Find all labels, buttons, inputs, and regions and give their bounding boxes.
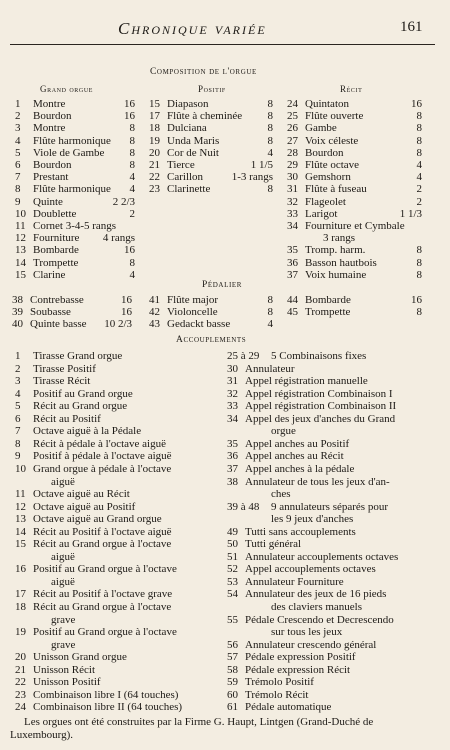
coupler-text: Positif au Grand orgue à l'octave	[33, 563, 177, 576]
stop-footage: 4	[416, 171, 422, 184]
coupler-text: Récit au Positif	[33, 412, 101, 425]
stop-footage: 8	[267, 294, 273, 306]
stop-number: 9	[15, 195, 21, 208]
stop-number: 30	[287, 171, 298, 184]
page-number: 161	[400, 19, 423, 35]
stop-name: Flûte à cheminée	[167, 110, 243, 123]
stop-number: 7	[15, 171, 21, 184]
coupler-number: 37	[227, 462, 238, 475]
coupler-text: aiguë	[51, 550, 75, 563]
stop-name: Fourniture et Cymbale	[305, 220, 405, 232]
stop-name: Bombarde	[33, 244, 79, 257]
stop-footage: 16	[121, 306, 132, 319]
stop-number: 45	[287, 306, 298, 319]
stop-number: 32	[287, 195, 298, 208]
coupler-number: 6	[15, 412, 21, 425]
stop-number: 36	[287, 256, 298, 269]
stop-name: Clarinette	[167, 183, 211, 196]
stop-footage: 8	[267, 122, 273, 135]
coupler-text: Récit au Grand orgue à l'octave	[33, 538, 172, 551]
stop-footage: 8	[129, 146, 135, 159]
stop-name: Trompette	[33, 256, 79, 269]
coupler-text: orgue	[271, 425, 296, 438]
stop-footage: 8	[267, 98, 273, 110]
coupler-number: 30	[227, 362, 238, 375]
stop-name: Flûte à fuseau	[305, 183, 367, 196]
stop-number: 27	[287, 134, 298, 147]
coupler-number: 7	[15, 425, 21, 438]
stop-name: Flûte ouverte	[305, 110, 364, 123]
composition-title: Composition de l'orgue	[150, 67, 257, 77]
coupler-text: Tutti sans accouplements	[245, 525, 356, 538]
stop-number: 8	[15, 183, 21, 196]
coupler-text: Unisson Récit	[33, 663, 96, 676]
stop-name: Bourdon	[33, 159, 72, 171]
stop-number: 10	[15, 207, 26, 220]
stop-number: 39	[12, 306, 23, 319]
coupler-number: 14	[15, 525, 26, 538]
stop-number: 4	[15, 134, 21, 147]
coupler-text: grave	[51, 613, 76, 626]
stop-footage: 4	[129, 268, 135, 281]
coupler-number: 12	[15, 500, 26, 513]
coupler-number: 56	[227, 638, 238, 651]
stop-number: 26	[287, 122, 298, 135]
coupler-text: Récit au Grand orgue à l'octave	[33, 601, 172, 613]
stop-name: Montre	[33, 122, 66, 135]
coupler-number: 19	[15, 626, 26, 639]
coupler-number: 55	[227, 613, 238, 626]
stop-footage: 4	[129, 171, 135, 184]
coupler-number: 60	[227, 688, 238, 701]
header-rule	[10, 44, 435, 45]
stop-number: 33	[287, 207, 298, 220]
coupler-number: 54	[227, 588, 238, 601]
positif-heading: Positif	[198, 84, 226, 94]
coupler-number: 20	[15, 651, 26, 664]
coupler-number: 33	[227, 400, 238, 413]
coupler-text: Appel anches au Récit	[245, 450, 344, 463]
coupler-text: des claviers manuels	[271, 601, 363, 613]
coupler-text: Appel des jeux d'anches du Grand	[245, 412, 396, 425]
stop-name: Gemshorn	[305, 171, 351, 184]
stop-name: Basson hautbois	[305, 256, 377, 269]
stop-footage: 8	[129, 122, 135, 135]
coupler-number: 2	[15, 362, 21, 375]
stop-name: Gambe	[305, 122, 337, 135]
stop-number: 2	[15, 110, 21, 123]
stop-footage: 4	[129, 183, 135, 196]
stop-name: Trompette	[305, 306, 351, 319]
coupler-text: Tirasse Positif	[33, 362, 96, 375]
stop-name: Soubasse	[30, 306, 71, 319]
stop-name: Flûte octave	[305, 159, 360, 171]
stop-number: 43	[149, 318, 160, 331]
stop-name: Quinte basse	[30, 318, 87, 331]
coupler-number: 9	[15, 450, 21, 463]
stop-name: Fourniture	[33, 232, 80, 245]
coupler-text: Trémolo Récit	[245, 688, 309, 701]
coupler-number: 39 à 48	[227, 500, 260, 513]
coupler-text: Appel anches à la pédale	[245, 462, 355, 475]
coupler-number: 59	[227, 676, 238, 689]
stop-number: 18	[149, 122, 160, 135]
stop-footage: 8	[267, 183, 273, 196]
stop-number: 34	[287, 220, 298, 232]
coupler-number: 25 à 29	[227, 350, 260, 362]
stop-name: Montre	[33, 98, 66, 110]
coupler-number: 32	[227, 387, 238, 400]
stop-name: Carillon	[167, 171, 204, 184]
coupler-text: Annulateur Fourniture	[245, 575, 344, 588]
coupler-number: 57	[227, 651, 238, 664]
coupler-number: 15	[15, 538, 26, 551]
stop-name: Tromp. harm.	[305, 244, 366, 257]
coupler-text: Pédale expression Récit	[245, 663, 351, 676]
stop-number: 19	[149, 134, 160, 147]
coupler-text: Positif au Grand orgue à l'octave	[33, 626, 177, 639]
stop-footage: 8	[129, 134, 135, 147]
stop-footage: 4 rangs	[102, 232, 135, 245]
stop-number: 15	[15, 268, 26, 281]
coupler-text: Combinaison libre I (64 touches)	[33, 688, 179, 701]
stop-footage: 8	[416, 306, 422, 319]
stop-footage: 8	[416, 122, 422, 135]
stop-name: Bombarde	[305, 294, 351, 306]
pedalier-heading: Pédalier	[202, 280, 243, 290]
coupler-text: aiguë	[51, 575, 75, 588]
stop-footage: 8	[129, 256, 135, 269]
stop-footage: 8	[416, 256, 422, 269]
stop-number: 44	[287, 294, 298, 306]
stop-number: 29	[287, 159, 298, 171]
stop-footage: 8	[416, 268, 422, 281]
stop-name: Viole de Gambe	[33, 146, 105, 159]
coupler-text: Récit à pédale à l'octave aiguë	[33, 437, 166, 450]
coupler-number: 34	[227, 412, 238, 425]
coupler-number: 35	[227, 437, 238, 450]
stop-footage: 8	[416, 134, 422, 147]
coupler-text: Récit au Grand orgue	[33, 400, 128, 413]
stop-footage: 4	[267, 146, 273, 159]
stop-footage: 16	[411, 294, 422, 306]
coupler-text: Appel régistration Combinaison II	[245, 400, 397, 413]
stop-number: 21	[149, 159, 160, 171]
stop-number: 41	[149, 294, 160, 306]
accouplements-heading: Accouplements	[176, 335, 247, 345]
stop-name: Larigot	[305, 207, 338, 220]
stop-footage: 2	[129, 207, 135, 220]
coupler-number: 1	[15, 350, 21, 362]
stop-footage: 4	[416, 159, 422, 171]
coupler-number: 21	[15, 663, 26, 676]
coupler-number: 22	[15, 676, 26, 689]
coupler-text: Appel accouplements octaves	[245, 563, 376, 576]
stop-name: Bourdon	[305, 146, 344, 159]
stop-footage: 16	[411, 98, 422, 110]
coupler-number: 3	[15, 375, 21, 388]
stop-footage: 2	[416, 183, 422, 196]
coupler-text: 5 Combinaisons fixes	[271, 350, 367, 362]
coupler-number: 51	[227, 550, 238, 563]
coupler-number: 58	[227, 663, 238, 676]
coupler-text: 9 annulateurs séparés pour	[271, 500, 388, 513]
stop-number: 14	[15, 256, 26, 269]
stop-name: Doublette	[33, 207, 77, 220]
stop-footage: 16	[124, 98, 135, 110]
coupler-text: Annulateur de tous les jeux d'an-	[245, 475, 390, 488]
coupler-text: Récit au Positif à l'octave grave	[33, 588, 173, 601]
coupler-number: 16	[15, 563, 26, 576]
stop-number: 28	[287, 146, 298, 159]
coupler-number: 53	[227, 575, 238, 588]
coupler-number: 8	[15, 437, 21, 450]
stop-number: 37	[287, 268, 298, 281]
stop-footage: 1 1/5	[250, 159, 273, 171]
stop-name: Flûte major	[167, 294, 219, 306]
coupler-number: 13	[15, 513, 26, 526]
stop-number: 1	[15, 98, 21, 110]
grand-orgue-heading: Grand orgue	[40, 84, 94, 94]
coupler-number: 5	[15, 400, 21, 413]
stop-name: Voix céleste	[305, 134, 359, 147]
footer-note: Les orgues ont été construites par la Firme G. Haupt, Lintgen (Grand-Duché de Luxembourg).	[10, 716, 374, 741]
page-header	[0, 0, 450, 48]
stop-footage: 8	[129, 159, 135, 171]
coupler-number: 18	[15, 601, 26, 613]
coupler-text: Annulateur accouplements octaves	[245, 550, 399, 563]
stop-number: 13	[15, 244, 26, 257]
coupler-text: Octave aiguë au Positif	[33, 500, 136, 513]
stop-footage: 2	[416, 195, 422, 208]
coupler-number: 17	[15, 588, 26, 601]
stop-number: 15	[149, 98, 160, 110]
coupler-number: 50	[227, 538, 238, 551]
stop-number: 17	[149, 110, 160, 123]
coupler-text: Unisson Positif	[33, 676, 101, 689]
stop-name: Voix humaine	[305, 268, 367, 281]
stop-footage: 8	[267, 110, 273, 123]
stop-number: 38	[12, 294, 23, 306]
stop-number: 40	[12, 318, 23, 331]
coupler-text: Combinaison libre II (64 touches)	[33, 701, 183, 714]
stop-name: Prestant	[33, 171, 69, 184]
coupler-number: 4	[15, 387, 21, 400]
coupler-number: 10	[15, 462, 26, 475]
stop-number: 35	[287, 244, 298, 257]
stop-name: Unda Maris	[167, 134, 220, 147]
stop-footage: 1-3 rangs	[231, 171, 273, 184]
stop-number: 31	[287, 183, 298, 196]
coupler-number: 38	[227, 475, 238, 488]
stop-number: 11	[15, 220, 26, 232]
coupler-number: 11	[15, 488, 26, 501]
coupler-text: Octave aiguë au Grand orgue	[33, 513, 162, 526]
stop-number: 23	[149, 183, 160, 196]
stop-name: Tierce	[167, 159, 195, 171]
coupler-text: Pédale automatique	[245, 701, 332, 714]
stop-number: 6	[15, 159, 21, 171]
stop-footage: 1 1/3	[399, 207, 422, 220]
stop-name: Violoncelle	[167, 306, 218, 319]
stop-number: 42	[149, 306, 160, 319]
stop-footage: 8	[267, 306, 273, 319]
stop-name: Flûte harmonique	[33, 183, 111, 196]
coupler-text: les 9 jeux d'anches	[271, 513, 354, 526]
stop-name: Gedackt basse	[167, 318, 231, 331]
stop-footage: 8	[416, 146, 422, 159]
coupler-number: 49	[227, 525, 238, 538]
coupler-text: ches	[271, 488, 291, 501]
stop-number: 5	[15, 146, 21, 159]
running-title: Chronique variée	[118, 19, 267, 38]
stop-number: 25	[287, 110, 298, 123]
stop-name: Dulciana	[167, 122, 207, 135]
coupler-text: Tutti général	[245, 538, 302, 551]
coupler-text: Annulateur	[245, 362, 295, 375]
coupler-text: Pédale expression Positif	[245, 651, 356, 664]
stop-name: Cor de Nuit	[167, 146, 219, 159]
stop-name: Cornet 3-4-5 rangs	[33, 220, 117, 232]
stop-footage: 8	[416, 244, 422, 257]
coupler-number: 31	[227, 375, 238, 388]
stop-name: 3 rangs	[323, 232, 356, 245]
coupler-text: Unisson Grand orgue	[33, 651, 127, 664]
coupler-number: 61	[227, 701, 238, 714]
stop-name: Contrebasse	[30, 294, 84, 306]
coupler-text: Pédale Crescendo et Decrescendo	[245, 613, 394, 626]
coupler-text: Récit au Positif à l'octave aiguë	[33, 525, 172, 538]
recit-heading: Récit	[340, 84, 363, 94]
coupler-text: Appel régistration manuelle	[245, 375, 368, 388]
stop-footage: 8	[267, 134, 273, 147]
coupler-text: aiguë	[51, 475, 75, 488]
coupler-number: 23	[15, 688, 26, 701]
coupler-number: 24	[15, 701, 26, 714]
coupler-text: Positif à pédale à l'octave aiguë	[33, 450, 172, 463]
stop-name: Clarine	[33, 268, 66, 281]
stop-name: Quintaton	[305, 98, 349, 110]
coupler-text: Annulateur crescendo général	[245, 638, 377, 651]
coupler-text: Tirasse Récit	[33, 375, 91, 388]
stop-name: Diapason	[167, 98, 209, 110]
stop-number: 3	[15, 122, 21, 135]
stop-footage: 2 2/3	[112, 195, 135, 208]
coupler-text: Positif au Grand orgue	[33, 387, 133, 400]
coupler-text: Octave aiguë au Récit	[33, 488, 130, 501]
coupler-text: Grand orgue à pédale à l'octave	[33, 462, 172, 475]
coupler-text: Appel anches au Positif	[245, 437, 350, 450]
coupler-number: 36	[227, 450, 238, 463]
stop-footage: 4	[267, 318, 273, 331]
stop-footage: 10 2/3	[104, 318, 132, 331]
stop-number: 24	[287, 98, 298, 110]
coupler-text: Annulateur des jeux de 16 pieds	[245, 588, 387, 601]
coupler-text: Trémolo Positif	[245, 676, 314, 689]
coupler-number: 52	[227, 563, 238, 576]
coupler-text: Appel régistration Combinaison I	[245, 387, 393, 400]
stop-name: Flûte harmonique	[33, 134, 111, 147]
stop-name: Quinte	[33, 195, 63, 208]
stop-footage: 16	[124, 244, 135, 257]
stop-name: Flageolet	[305, 195, 346, 208]
stop-number: 20	[149, 146, 160, 159]
stop-number: 22	[149, 171, 160, 184]
coupler-text: grave	[51, 638, 76, 651]
coupler-text: Tirasse Grand orgue	[33, 350, 123, 362]
coupler-text: sur tous les jeux	[271, 626, 343, 639]
stop-name: Bourdon	[33, 110, 72, 123]
stop-footage: 16	[124, 110, 135, 123]
stop-footage: 16	[121, 294, 132, 306]
stop-number: 12	[15, 232, 26, 245]
coupler-text: Octave aiguë à la Pédale	[33, 425, 142, 438]
stop-footage: 8	[416, 110, 422, 123]
